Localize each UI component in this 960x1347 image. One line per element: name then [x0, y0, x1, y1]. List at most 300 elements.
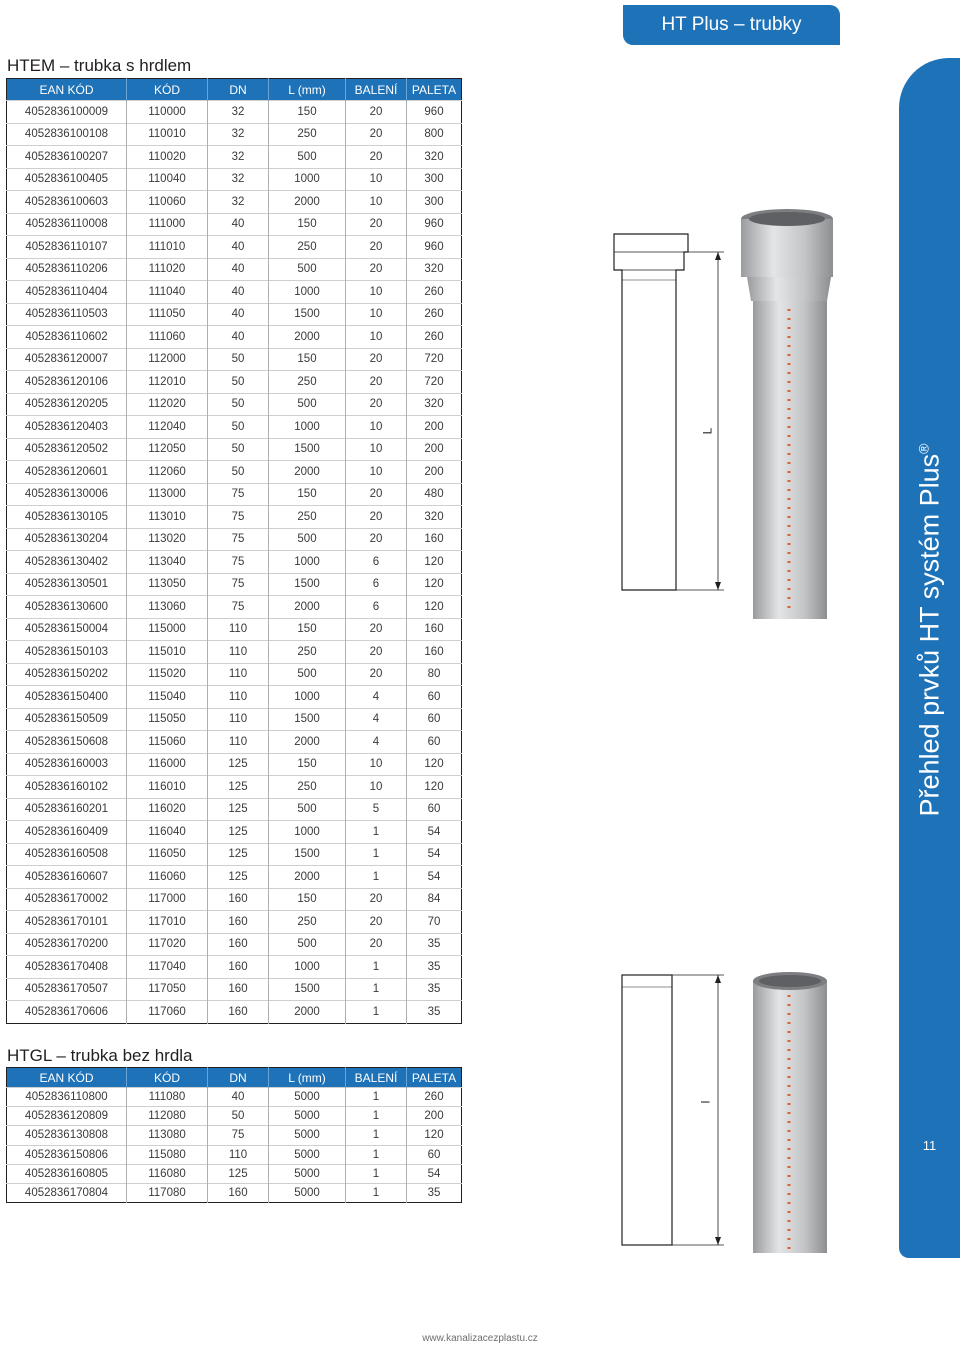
table-row — [7, 933, 462, 956]
table-cell: 112010 — [127, 371, 208, 394]
table-cell: 32 — [208, 191, 269, 214]
table-cell: 5000 — [269, 1183, 346, 1202]
table-cell: 500 — [269, 663, 346, 686]
table-row — [7, 1145, 462, 1164]
table-cell: 4052836170606 — [7, 1001, 127, 1024]
table-cell: 113060 — [127, 596, 208, 619]
table-cell: 4052836120809 — [7, 1107, 127, 1126]
column-header: L (mm) — [269, 1068, 346, 1088]
table-cell: 125 — [208, 798, 269, 821]
table-cell: 150 — [269, 888, 346, 911]
table-cell: 4052836160201 — [7, 798, 127, 821]
table-row — [7, 888, 462, 911]
table-cell: 4 — [346, 708, 407, 731]
table-row — [7, 483, 462, 506]
table-cell: 150 — [269, 348, 346, 371]
table-cell: 5000 — [269, 1145, 346, 1164]
table-cell: 150 — [269, 101, 346, 124]
table-cell: 115000 — [127, 618, 208, 641]
table-cell: 111000 — [127, 213, 208, 236]
table-cell: 2000 — [269, 596, 346, 619]
table-cell: 4052836100108 — [7, 123, 127, 146]
table-cell: 200 — [407, 1107, 462, 1126]
table-cell: 5000 — [269, 1107, 346, 1126]
table-cell: 720 — [407, 348, 462, 371]
table-cell: 500 — [269, 528, 346, 551]
table-cell: 54 — [407, 866, 462, 889]
table-cell: 160 — [407, 528, 462, 551]
table-cell: 250 — [269, 506, 346, 529]
table-cell: 1 — [346, 843, 407, 866]
table-cell: 125 — [208, 866, 269, 889]
table-cell: 10 — [346, 281, 407, 304]
table-row — [7, 281, 462, 304]
column-header: PALETA — [407, 1068, 462, 1088]
table-cell: 1000 — [269, 281, 346, 304]
table-cell: 5 — [346, 798, 407, 821]
table-cell: 20 — [346, 933, 407, 956]
table-cell: 960 — [407, 213, 462, 236]
table-cell: 125 — [208, 843, 269, 866]
table-cell: 110010 — [127, 123, 208, 146]
table-cell: 111080 — [127, 1088, 208, 1107]
table-cell: 113000 — [127, 483, 208, 506]
table-cell: 112000 — [127, 348, 208, 371]
table-cell: 80 — [407, 663, 462, 686]
table-cell: 35 — [407, 1183, 462, 1202]
table-cell: 20 — [346, 641, 407, 664]
table-row — [7, 506, 462, 529]
table-cell: 150 — [269, 213, 346, 236]
table-cell: 1 — [346, 821, 407, 844]
table-cell: 10 — [346, 416, 407, 439]
table-cell: 4052836120601 — [7, 461, 127, 484]
table-row — [7, 641, 462, 664]
table-cell: 160 — [208, 1183, 269, 1202]
table-row — [7, 236, 462, 259]
table-row — [7, 168, 462, 191]
table-cell: 1000 — [269, 821, 346, 844]
table-cell: 2000 — [269, 731, 346, 754]
table-cell: 4052836110503 — [7, 303, 127, 326]
table-cell: 10 — [346, 753, 407, 776]
table-cell: 200 — [407, 461, 462, 484]
table-cell: 4052836160607 — [7, 866, 127, 889]
table-cell: 32 — [208, 101, 269, 124]
table-row — [7, 956, 462, 979]
table-cell: 320 — [407, 393, 462, 416]
table-cell: 40 — [208, 258, 269, 281]
table-cell: 2000 — [269, 866, 346, 889]
table-row — [7, 596, 462, 619]
table-cell: 20 — [346, 888, 407, 911]
table-cell: 6 — [346, 573, 407, 596]
table-cell: 4052836160508 — [7, 843, 127, 866]
table-cell: 50 — [208, 371, 269, 394]
table-row — [7, 663, 462, 686]
table-cell: 115040 — [127, 686, 208, 709]
htem-title: HTEM – trubka s hrdlem — [7, 56, 192, 75]
table-cell: 320 — [407, 146, 462, 169]
table-cell: 75 — [208, 528, 269, 551]
table-cell: 75 — [208, 573, 269, 596]
table-cell: 110 — [208, 663, 269, 686]
table-cell: 150 — [269, 618, 346, 641]
table-row — [7, 686, 462, 709]
table-cell: 4052836110404 — [7, 281, 127, 304]
table-cell: 125 — [208, 776, 269, 799]
table-cell: 4052836130105 — [7, 506, 127, 529]
table-cell: 4052836150400 — [7, 686, 127, 709]
table-cell: 800 — [407, 123, 462, 146]
table-cell: 160 — [208, 888, 269, 911]
column-header: BALENÍ — [346, 79, 407, 101]
table-cell: 116000 — [127, 753, 208, 776]
table-cell: 117050 — [127, 978, 208, 1001]
htgl-header-row — [7, 1068, 462, 1088]
plain-pipe-image — [735, 965, 845, 1260]
table-cell: 75 — [208, 483, 269, 506]
column-header: L (mm) — [269, 79, 346, 101]
table-cell: 1 — [346, 1107, 407, 1126]
table-cell: 35 — [407, 933, 462, 956]
table-cell: 60 — [407, 1145, 462, 1164]
table-cell: 4052836130808 — [7, 1126, 127, 1145]
table-cell: 125 — [208, 1164, 269, 1183]
table-cell: 20 — [346, 528, 407, 551]
table-cell: 4052836160102 — [7, 776, 127, 799]
table-row — [7, 213, 462, 236]
table-cell: 4052836100603 — [7, 191, 127, 214]
table-cell: 4052836120106 — [7, 371, 127, 394]
column-header: EAN KÓD — [7, 1068, 127, 1088]
table-cell: 1000 — [269, 416, 346, 439]
table-cell: 116060 — [127, 866, 208, 889]
table-cell: 120 — [407, 596, 462, 619]
table-cell: 70 — [407, 911, 462, 934]
table-cell: 50 — [208, 461, 269, 484]
table-cell: 112080 — [127, 1107, 208, 1126]
table-cell: 4052836120502 — [7, 438, 127, 461]
table-row — [7, 1001, 462, 1024]
table-row — [7, 1126, 462, 1145]
table-cell: 6 — [346, 551, 407, 574]
table-cell: 4052836130501 — [7, 573, 127, 596]
table-cell: 1500 — [269, 708, 346, 731]
table-cell: 160 — [208, 911, 269, 934]
table-cell: 50 — [208, 416, 269, 439]
table-cell: 4052836100207 — [7, 146, 127, 169]
htem-table-body — [7, 101, 462, 1024]
table-cell: 115010 — [127, 641, 208, 664]
table-cell: 1 — [346, 1145, 407, 1164]
table-cell: 117000 — [127, 888, 208, 911]
table-cell: 4052836150004 — [7, 618, 127, 641]
table-cell: 250 — [269, 236, 346, 259]
table-row — [7, 1107, 462, 1126]
table-cell: 113010 — [127, 506, 208, 529]
table-cell: 4052836120403 — [7, 416, 127, 439]
table-cell: 40 — [208, 236, 269, 259]
table-cell: 20 — [346, 146, 407, 169]
table-cell: 160 — [208, 1001, 269, 1024]
table-cell: 1500 — [269, 843, 346, 866]
table-cell: 20 — [346, 236, 407, 259]
column-header: DN — [208, 79, 269, 101]
table-cell: 260 — [407, 1088, 462, 1107]
sidebar-title: Přehled prvků HT systém Plus® — [914, 443, 945, 817]
page-number: 11 — [922, 1138, 937, 1153]
table-cell: 20 — [346, 483, 407, 506]
table-cell: 110000 — [127, 101, 208, 124]
table-cell: 4052836170507 — [7, 978, 127, 1001]
table-cell: 35 — [407, 978, 462, 1001]
table-row — [7, 911, 462, 934]
table-cell: 200 — [407, 438, 462, 461]
table-cell: 50 — [208, 1107, 269, 1126]
table-cell: 150 — [269, 753, 346, 776]
table-cell: 110 — [208, 641, 269, 664]
table-cell: 4052836150509 — [7, 708, 127, 731]
table-cell: 160 — [208, 978, 269, 1001]
table-cell: 111050 — [127, 303, 208, 326]
table-cell: 1 — [346, 1088, 407, 1107]
table-cell: 150 — [269, 483, 346, 506]
table-cell: 1 — [346, 866, 407, 889]
table-cell: 320 — [407, 506, 462, 529]
table-cell: 113020 — [127, 528, 208, 551]
table-cell: 113080 — [127, 1126, 208, 1145]
table-cell: 117040 — [127, 956, 208, 979]
table-row — [7, 618, 462, 641]
table-cell: 50 — [208, 348, 269, 371]
table-row — [7, 348, 462, 371]
table-cell: 32 — [208, 123, 269, 146]
table-row — [7, 1164, 462, 1183]
table-cell: 500 — [269, 146, 346, 169]
table-cell: 250 — [269, 776, 346, 799]
table-cell: 160 — [407, 641, 462, 664]
table-cell: 10 — [346, 168, 407, 191]
table-cell: 2000 — [269, 461, 346, 484]
table-cell: 4052836130402 — [7, 551, 127, 574]
plain-pipe-dim-label: l — [698, 1100, 713, 1104]
table-cell: 110 — [208, 1145, 269, 1164]
table-cell: 125 — [208, 753, 269, 776]
table-cell: 2000 — [269, 1001, 346, 1024]
table-cell: 110 — [208, 618, 269, 641]
table-cell: 115020 — [127, 663, 208, 686]
table-row — [7, 776, 462, 799]
table-cell: 4052836100405 — [7, 168, 127, 191]
table-row — [7, 528, 462, 551]
table-row — [7, 461, 462, 484]
table-cell: 20 — [346, 348, 407, 371]
table-cell: 4052836110206 — [7, 258, 127, 281]
table-row — [7, 438, 462, 461]
table-cell: 4052836170101 — [7, 911, 127, 934]
table-cell: 1 — [346, 956, 407, 979]
table-cell: 115080 — [127, 1145, 208, 1164]
table-cell: 10 — [346, 191, 407, 214]
table-cell: 20 — [346, 911, 407, 934]
table-cell: 250 — [269, 911, 346, 934]
table-cell: 260 — [407, 326, 462, 349]
column-header: KÓD — [127, 1068, 208, 1088]
table-cell: 75 — [208, 596, 269, 619]
table-cell: 1500 — [269, 573, 346, 596]
table-cell: 1 — [346, 1001, 407, 1024]
table-cell: 4052836150806 — [7, 1145, 127, 1164]
column-header: BALENÍ — [346, 1068, 407, 1088]
column-header: DN — [208, 1068, 269, 1088]
table-cell: 113050 — [127, 573, 208, 596]
table-cell: 500 — [269, 258, 346, 281]
table-cell: 111010 — [127, 236, 208, 259]
htgl-table-body — [7, 1088, 462, 1203]
table-row — [7, 303, 462, 326]
table-cell: 500 — [269, 393, 346, 416]
table-cell: 20 — [346, 618, 407, 641]
table-cell: 160 — [407, 618, 462, 641]
table-cell: 250 — [269, 371, 346, 394]
htem-header-row — [7, 79, 462, 101]
table-row — [7, 978, 462, 1001]
table-cell: 4052836160003 — [7, 753, 127, 776]
table-cell: 1 — [346, 1126, 407, 1145]
table-cell: 116010 — [127, 776, 208, 799]
table-cell: 1 — [346, 978, 407, 1001]
table-cell: 117020 — [127, 933, 208, 956]
table-cell: 300 — [407, 191, 462, 214]
table-cell: 4 — [346, 731, 407, 754]
header-title: HT Plus – trubky — [623, 5, 840, 45]
table-cell: 32 — [208, 146, 269, 169]
table-cell: 125 — [208, 821, 269, 844]
table-cell: 60 — [407, 798, 462, 821]
table-cell: 54 — [407, 821, 462, 844]
table-cell: 4052836170408 — [7, 956, 127, 979]
table-cell: 112040 — [127, 416, 208, 439]
table-cell: 4052836150103 — [7, 641, 127, 664]
table-cell: 20 — [346, 123, 407, 146]
table-cell: 1 — [346, 1183, 407, 1202]
table-cell: 120 — [407, 551, 462, 574]
table-cell: 40 — [208, 303, 269, 326]
table-cell: 500 — [269, 933, 346, 956]
table-cell: 4052836170200 — [7, 933, 127, 956]
table-cell: 960 — [407, 101, 462, 124]
table-cell: 1500 — [269, 438, 346, 461]
table-row — [7, 393, 462, 416]
table-cell: 60 — [407, 708, 462, 731]
plain-pipe-drawing — [600, 965, 730, 1255]
table-cell: 35 — [407, 956, 462, 979]
table-cell: 960 — [407, 236, 462, 259]
table-cell: 2000 — [269, 326, 346, 349]
table-cell: 1000 — [269, 551, 346, 574]
table-cell: 110040 — [127, 168, 208, 191]
table-cell: 110020 — [127, 146, 208, 169]
table-row — [7, 191, 462, 214]
table-cell: 20 — [346, 393, 407, 416]
table-cell: 75 — [208, 551, 269, 574]
table-cell: 116040 — [127, 821, 208, 844]
table-cell: 40 — [208, 281, 269, 304]
table-row — [7, 123, 462, 146]
table-cell: 4052836170002 — [7, 888, 127, 911]
table-cell: 32 — [208, 168, 269, 191]
table-cell: 250 — [269, 123, 346, 146]
table-cell: 6 — [346, 596, 407, 619]
table-cell: 1500 — [269, 303, 346, 326]
table-cell: 112050 — [127, 438, 208, 461]
table-cell: 5000 — [269, 1164, 346, 1183]
table-cell: 110 — [208, 731, 269, 754]
table-row — [7, 371, 462, 394]
table-row — [7, 573, 462, 596]
table-cell: 50 — [208, 393, 269, 416]
table-cell: 120 — [407, 753, 462, 776]
table-cell: 20 — [346, 506, 407, 529]
table-cell: 4052836130600 — [7, 596, 127, 619]
table-cell: 120 — [407, 776, 462, 799]
table-row — [7, 798, 462, 821]
table-row — [7, 866, 462, 889]
table-cell: 250 — [269, 641, 346, 664]
table-cell: 35 — [407, 1001, 462, 1024]
table-cell: 500 — [269, 798, 346, 821]
table-cell: 4052836130006 — [7, 483, 127, 506]
table-cell: 20 — [346, 371, 407, 394]
table-cell: 54 — [407, 843, 462, 866]
table-cell: 200 — [407, 416, 462, 439]
table-row — [7, 146, 462, 169]
table-cell: 1000 — [269, 168, 346, 191]
table-cell: 120 — [407, 573, 462, 596]
table-row — [7, 416, 462, 439]
table-cell: 20 — [346, 213, 407, 236]
table-cell: 111020 — [127, 258, 208, 281]
htgl-title: HTGL – trubka bez hrdla — [7, 1046, 193, 1065]
table-cell: 10 — [346, 438, 407, 461]
table-cell: 260 — [407, 303, 462, 326]
table-cell: 4052836160805 — [7, 1164, 127, 1183]
table-cell: 75 — [208, 1126, 269, 1145]
table-cell: 40 — [208, 326, 269, 349]
table-cell: 4052836120205 — [7, 393, 127, 416]
table-cell: 10 — [346, 326, 407, 349]
table-cell: 4052836110800 — [7, 1088, 127, 1107]
footer-url: www.kanalizacezplastu.cz — [422, 1333, 538, 1344]
table-cell: 50 — [208, 438, 269, 461]
table-cell: 4052836100009 — [7, 101, 127, 124]
table-cell: 116080 — [127, 1164, 208, 1183]
table-cell: 4052836120007 — [7, 348, 127, 371]
socket-pipe-image — [735, 205, 845, 625]
table-cell: 2000 — [269, 191, 346, 214]
table-row — [7, 843, 462, 866]
table-cell: 4 — [346, 686, 407, 709]
table-cell: 84 — [407, 888, 462, 911]
table-row — [7, 753, 462, 776]
table-cell: 10 — [346, 461, 407, 484]
table-cell: 60 — [407, 686, 462, 709]
table-cell: 5000 — [269, 1088, 346, 1107]
table-cell: 1000 — [269, 686, 346, 709]
table-cell: 1500 — [269, 978, 346, 1001]
table-cell: 110 — [208, 708, 269, 731]
